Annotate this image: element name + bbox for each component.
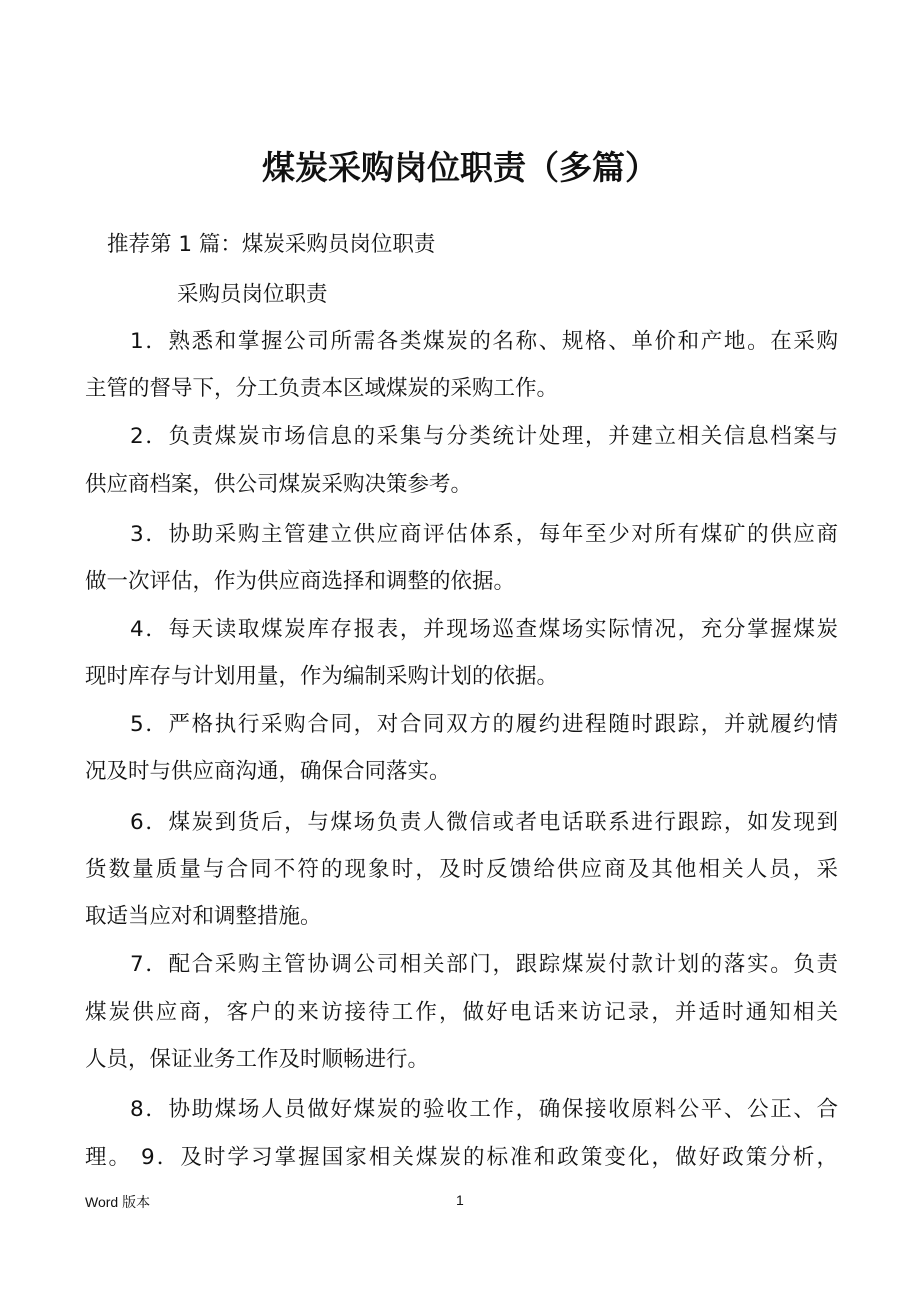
- footer-label: Word 版本: [85, 1194, 151, 1210]
- text-line: 3．协助采购主管建立供应商评估体系，每年至少对所有煤矿的供应商: [130, 522, 838, 547]
- text-line: 现时库存与计划用量，作为编制采购计划的依据。: [85, 664, 559, 689]
- text-line: 5．严格执行采购合同，对合同双方的履约进程随时跟踪，并就履约情: [130, 712, 838, 737]
- text-line: 2．负责煤炭市场信息的采集与分类统计处理，并建立相关信息档案与: [130, 424, 838, 449]
- text-line: 4．每天读取煤炭库存报表，并现场巡查煤场实际情况，充分掌握煤炭: [130, 617, 838, 642]
- text-line: 7．配合采购主管协调公司相关部门，跟踪煤炭付款计划的落实。负责: [130, 952, 838, 977]
- text-line: 货数量质量与合同不符的现象时，及时反馈给供应商及其他相关人员，采: [85, 857, 838, 882]
- text-line: 8．协助煤场人员做好煤炭的验收工作，确保接收原料公平、公正、合: [130, 1097, 838, 1122]
- text-line: 推荐第 1 篇：煤炭采购员岗位职责: [107, 232, 436, 257]
- text-line: 1．熟悉和掌握公司所需各类煤炭的名称、规格、单价和产地。在采购: [130, 329, 838, 354]
- text-line: 6．煤炭到货后，与煤场负责人微信或者电话联系进行跟踪，如发现到: [130, 810, 838, 835]
- text-line: 供应商档案，供公司煤炭采购决策参考。: [85, 472, 473, 497]
- page-number: 1: [456, 1192, 464, 1208]
- text-line: 人员，保证业务工作及时顺畅进行。: [85, 1047, 430, 1072]
- text-line: 采购员岗位职责: [177, 282, 328, 307]
- text-line: 主管的督导下，分工负责本区域煤炭的采购工作。: [85, 376, 559, 401]
- document-title: 煤炭采购岗位职责（多篇）: [262, 148, 658, 187]
- text-line: 理。 9．及时学习掌握国家相关煤炭的标准和政策变化，做好政策分析，: [85, 1145, 838, 1170]
- text-line: 做一次评估，作为供应商选择和调整的依据。: [85, 569, 516, 594]
- text-line: 煤炭供应商，客户的来访接待工作，做好电话来访记录，并适时通知相关: [85, 1000, 838, 1025]
- text-line: 取适当应对和调整措施。: [85, 904, 322, 929]
- text-line: 况及时与供应商沟通，确保合同落实。: [85, 759, 451, 784]
